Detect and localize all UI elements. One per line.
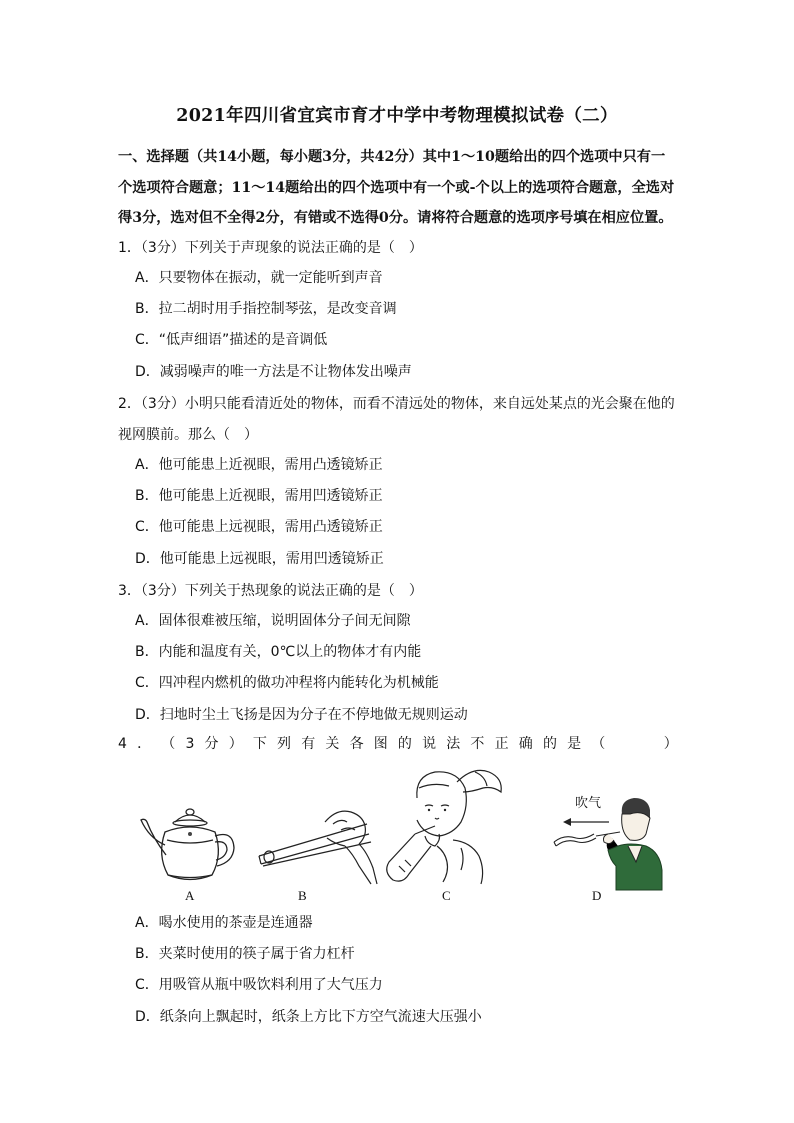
figure-d-caption: 吹气 <box>575 796 602 811</box>
girl-drinking-illustration <box>375 762 510 887</box>
question-1-option-d[interactable]: D．减弱噪声的唯一方法是不让物体发出噪声 <box>135 364 412 380</box>
stem-char: 4 <box>118 736 127 752</box>
stem-char: 不 <box>470 736 485 752</box>
question-1-option-c[interactable]: C．“低声细语”描述的是音调低 <box>135 332 328 348</box>
stem-char: 是 <box>567 736 582 752</box>
stem-char: 下 <box>252 736 267 752</box>
stem-char: 的 <box>542 736 557 752</box>
stem-char: 有 <box>301 736 316 752</box>
question-3-option-d[interactable]: D．扫地时尘土飞扬是因为分子在不停地做无规则运动 <box>135 707 468 723</box>
stem-char: ． <box>137 736 152 752</box>
question-3-option-a[interactable]: A．固体很难被压缩，说明固体分子间无间隙 <box>135 613 411 629</box>
stem-char: 关 <box>325 736 340 752</box>
figure-label-b: B <box>298 888 307 903</box>
stem-char <box>640 734 654 754</box>
question-2-option-a[interactable]: A．他可能患上近视眼，需用凸透镜矫正 <box>135 457 383 473</box>
question-2-option-d[interactable]: D．他可能患上远视眼，需用凹透镜矫正 <box>135 551 384 567</box>
question-4-stem <box>118 734 678 754</box>
question-1-stem: 1．（3分）下列关于声现象的说法正确的是（ ） <box>118 240 423 256</box>
stem-char: ） <box>663 736 678 752</box>
figure-label-d: D <box>592 888 602 903</box>
stem-char: ） <box>228 736 243 752</box>
question-3-option-c[interactable]: C．四冲程内燃机的做功冲程将内能转化为机械能 <box>135 675 439 691</box>
question-4-figures <box>125 772 685 907</box>
figure-label-a: A <box>185 888 195 903</box>
question-4-option-c[interactable]: C．用吸管从瓶中吸饮料利用了大气压力 <box>135 977 383 993</box>
page-title: 2021年四川省宜宾市育才中学中考物理模拟试卷（二） <box>176 106 618 126</box>
question-2-option-c[interactable]: C．他可能患上远视眼，需用凸透镜矫正 <box>135 519 383 535</box>
stem-char: 确 <box>518 736 533 752</box>
stem-char: 正 <box>494 736 509 752</box>
stem-char: 的 <box>397 736 412 752</box>
stem-char: 法 <box>446 736 461 752</box>
section-instructions: 一、选择题（共14小题，每小题3分，共42分）其中1～10题给出的四个选项中只有一个选项符合题意；11～14题给出的四个选项中有一个或-个以上的选项符合题意，全选对得3分，选对但不全得2分，有错或不选得0分。请将符合题意的选项序号填在相应位置。 <box>118 149 675 226</box>
chopsticks-illustration <box>255 794 380 889</box>
stem-char: 各 <box>349 736 364 752</box>
question-2-stem: 2．（3分）小明只能看清近处的物体，而看不清远处的物体，来自远处某点的光会聚在他的视网膜前。那么（ ） <box>118 396 675 443</box>
figure-label-c: C <box>442 888 451 903</box>
question-1-option-b[interactable]: B．拉二胡时用手指控制琴弦，是改变音调 <box>135 301 397 317</box>
stem-char: （ <box>161 736 176 752</box>
question-4-option-b[interactable]: B．夹菜时使用的筷子属于省力杠杆 <box>135 946 355 962</box>
question-1-option-a[interactable]: A．只要物体在振动，就一定能听到声音 <box>135 270 383 286</box>
stem-char: （ <box>591 736 606 752</box>
question-3-stem: 3．（3分）下列关于热现象的说法正确的是（ ） <box>118 583 423 599</box>
question-4-option-d[interactable]: D．纸条向上飘起时，纸条上方比下方空气流速大压强小 <box>135 1009 482 1025</box>
stem-char: 分 <box>204 736 219 752</box>
question-2-option-b[interactable]: B．他可能患上近视眼，需用凹透镜矫正 <box>135 488 383 504</box>
stem-char <box>615 734 629 754</box>
teapot-illustration <box>135 800 245 890</box>
stem-char: 图 <box>373 736 388 752</box>
question-3-option-b[interactable]: B．内能和温度有关，0℃以上的物体才有内能 <box>135 644 422 660</box>
stem-char: 列 <box>277 736 292 752</box>
stem-char: 3 <box>185 736 195 752</box>
boy-blowing-illustration <box>550 790 665 895</box>
question-4-option-a[interactable]: A．喝水使用的茶壶是连通器 <box>135 915 313 931</box>
stem-char: 说 <box>422 736 437 752</box>
